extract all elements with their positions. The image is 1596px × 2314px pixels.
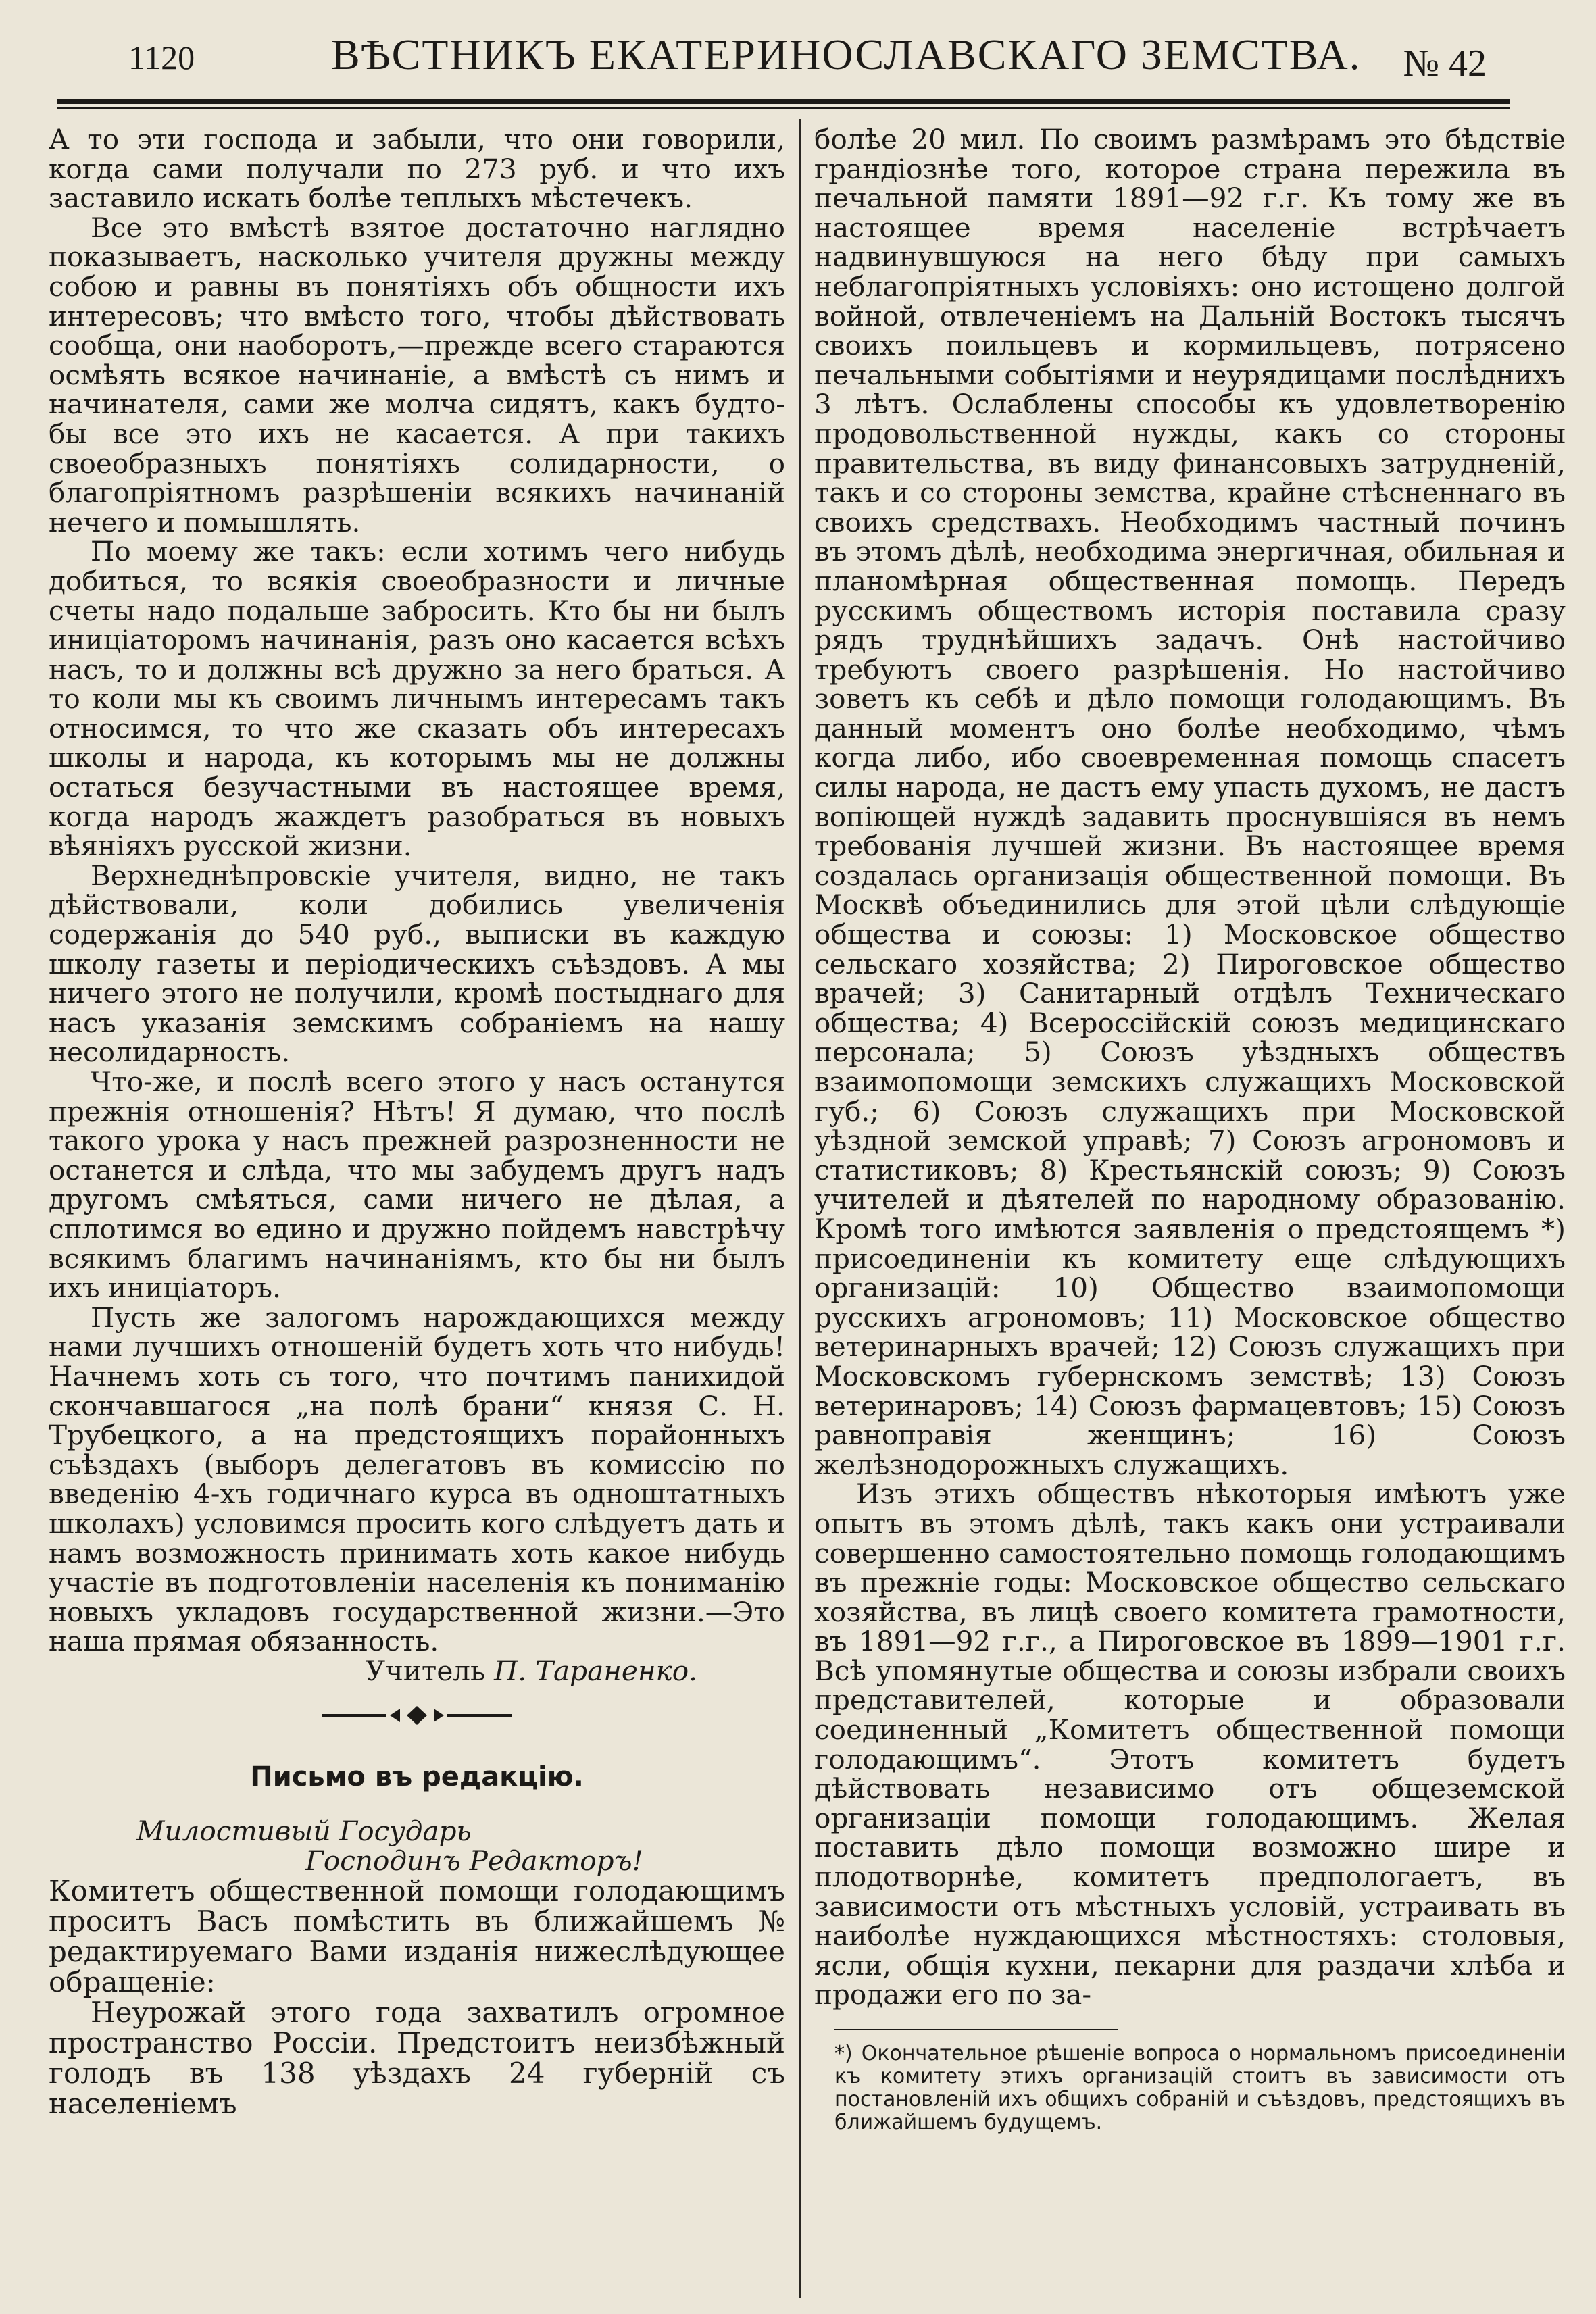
journal-title: ВѢСТНИКЪ ЕКАТЕРИНОСЛАВСКАГО ЗЕМСТВА.	[331, 30, 1362, 78]
salutation-line: Милостивый Государь	[136, 1815, 472, 1848]
letter-paragraph: Комитетъ общественной помощи голодающимъ проситъ Васъ помѣстить въ ближайшемъ № редактируемаго Вами изданія нижеслѣдующее обращеніе:	[49, 1874, 785, 1999]
paragraph: А то эти господа и забыли, что они говорили, когда сами получали по 273 руб. и что ихъ заставило искать болѣе теплыхъ мѣстечекъ.	[49, 123, 785, 215]
column-divider	[799, 119, 801, 2298]
footnote-rule	[834, 2029, 1118, 2030]
ornament-divider	[316, 1702, 518, 1729]
letter-title: Письмо въ редакцію.	[250, 1761, 584, 1793]
signature-prefix: Учитель	[365, 1654, 486, 1687]
right-column	[814, 125, 1566, 2134]
paragraph: Изъ этихъ обществъ нѣкоторыя имѣютъ уже опытъ въ этомъ дѣлѣ, такъ какъ они устраивали совершенно самостоятельно помощь голодающимъ въ прежніе годы: Московское общество сельскаго хозяйства, въ лицѣ своего комитета грамотности, въ 1891—92 г.г., а Пироговское въ 1899—1901 г.г. Всѣ упомянутые общества и союзы избрали своихъ представителей, которые и образовали соединенный „Комитетъ общественной помощи голодающимъ“. Этотъ комитетъ будетъ дѣйствовать независимо отъ общеземской организаціи помощи голодающимъ. Желая поставить дѣло помощи возможно шире и плодотворнѣе, комитетъ предпологаетъ, въ зависимости отъ мѣстныхъ условій, устраивать въ наиболѣе нуждающихся мѣстностяхъ: столовыя, ясли, общія кухни, пекарни для раздачи хлѣба и продажи его по за-	[814, 1478, 1566, 2011]
paragraph: Пусть же залогомъ нарождающихся между нами лучшихъ отношеній будетъ хоть что нибудь! Начнемъ хоть съ того, что почтимъ панихидой скончавшагося „на полѣ брани“ князя С. Н. Трубецкого, а на предстоящихъ порайонныхъ съѣздахъ (выборъ делегатовъ въ комиссію по введенію 4-хъ годичнаго курса въ одноштатныхъ школахъ) условимся просить кого слѣдуетъ дать и намъ возможность принимать хоть какое нибудь участіе въ подготовленіи населенія къ пониманію новыхъ укладовъ государственной жизни.—Это наша прямая обязанность.	[49, 1301, 785, 1658]
letter-paragraph: Неурожай этого года захватилъ огромное пространство Россіи. Предстоитъ неизбѣжный голодъ въ 138 уѣздахъ 24 губерній съ населеніемъ	[49, 1996, 785, 2121]
header-rule-thin	[57, 107, 1510, 109]
page-number: 1120	[128, 39, 195, 76]
header-rule-thick	[57, 99, 1510, 104]
paragraph: Что-же, и послѣ всего этого у насъ останутся прежнія отношенія? Нѣтъ! Я думаю, что послѣ такого урока у насъ прежней разрозненности не останется и слѣда, что мы забудемъ другъ надъ другомъ смѣяться, сами ничего не дѣлая, а сплотимся во едино и дружно пойдемъ навстрѣчу всякимъ благимъ начинаніямъ, кто бы ни былъ ихъ иниціаторъ.	[49, 1065, 785, 1305]
left-column	[49, 125, 785, 2119]
paragraph: Все это вмѣстѣ взятое достаточно наглядно показываетъ, насколько учителя дружны между собою и равны въ понятіяхъ объ общности ихъ интересовъ; что вмѣсто того, чтобы дѣйствовать сообща, они наоборотъ,—прежде всего стараются осмѣять всякое начинаніе, а вмѣстѣ съ нимъ и начинателя, сами же молча сидятъ, какъ будто-бы все это ихъ не касается. А при такихъ своеобразныхъ понятіяхъ солидарности, о благопріятномъ разрѣшеніи всякихъ начинаній нечего и помышлять.	[49, 211, 785, 538]
page-header	[54, 27, 1514, 88]
footnote: *) Окончательное рѣшеніе вопроса о нормальномъ присоединеніи къ комитету этихъ организацій стоитъ въ зависимости отъ постановленій ихъ общихъ собраній и съѣздовъ, предстоящихъ въ ближайшемъ будущемъ.	[834, 2042, 1566, 2134]
paragraph: Верхнеднѣпровскіе учителя, видно, не такъ дѣйствовали, коли добились увеличенія содержанія до 540 руб., выписки въ каждую школу газеты и періодическихъ съѣздовъ. А мы ничего этого не получили, кромѣ постыднаго для насъ указанія земскимъ собраніемъ на нашу несолидарность.	[49, 859, 785, 1069]
salutation-line: Господинъ Редакторъ!	[305, 1844, 643, 1877]
issue-number: № 42	[1403, 43, 1487, 84]
paragraph: болѣе 20 мил. По своимъ размѣрамъ это бѣдствіе грандіознѣе того, которое страна пережила въ печальной памяти 1891—92 г.г. Къ тому же въ настоящее время населеніе встрѣчаетъ надвинувшуюся на него бѣду при самыхъ неблагопріятныхъ условіяхъ: оно истощено долгой войной, отвлеченіемъ на Дальній Востокъ тысячъ своихъ поильцевъ и кормильцевъ, потрясено печальными событіями и неурядицами послѣднихъ 3 лѣтъ. Ослаблены способы къ удовлетворенію продовольственной нужды, какъ со стороны правительства, въ виду финансовыхъ затрудненій, такъ и со стороны земства, крайне стѣсненнаго въ своихъ средствахъ. Необходимъ частный починъ въ этомъ дѣлѣ, необходима энергичная, обильная и планомѣрная общественная помощь. Передъ русскимъ обществомъ исторія поставила сразу рядъ труднѣйшихъ задачъ. Онѣ настойчиво требуютъ своего разрѣшенія. Но настойчиво зоветъ къ себѣ и дѣло помощи голодающимъ. Въ данный моментъ оно болѣе необходимо, чѣмъ когда либо, ибо своевременная помощь спасетъ силы народа, не дастъ ему упасть духомъ, не дастъ вопіющей нуждѣ задавить проснувшіяся въ немъ требованія лучшей жизни. Въ настоящее время создалась организація общественной помощи. Въ Москвѣ объединились для этой цѣли слѣдующіе общества и союзы: 1) Московское общество сельскаго хозяйства; 2) Пироговское общество врачей; 3) Санитарный отдѣлъ Техническаго общества; 4) Всероссійскій союзъ медицинскаго персонала; 5) Союзъ уѣздныхъ обществъ взаимопомощи земскихъ служащихъ Московской губ.; 6) Союзъ служащихъ при Московской уѣздной земской управѣ; 7) Союзъ агрономовъ и статистиковъ; 8) Крестьянскій союзъ; 9) Союзъ учителей и дѣятелей по народному образованію. Кромѣ того имѣются заявленія о предстоящемъ *) присоединеніи къ комитету еще слѣдующихъ организацій: 10) Общество взаимопомощи русскихъ агрономовъ; 11) Московское общество ветеринарныхъ врачей; 12) Союзъ служащихъ при Московскомъ губернскомъ земствѣ; 13) Союзъ ветеринаровъ; 14) Союзъ фармацевтовъ; 15) Союзъ равноправія женщинъ; 16) Союзъ желѣзнодорожныхъ служащихъ.	[814, 123, 1566, 1481]
signature	[49, 1654, 785, 1687]
salutation	[49, 1817, 785, 1876]
signature-name: П. Тараненко.	[493, 1654, 697, 1687]
paragraph: По моему же такъ: если хотимъ чего нибудь добиться, то всякія своеобразности и личные счеты надо подальше забросить. Кто бы ни былъ иниціаторомъ начинанія, разъ оно касается всѣхъ насъ, то и должны всѣ дружно за него браться. А то коли мы къ своимъ личнымъ интересамъ такъ относимся, то что же сказать объ интересахъ школы и народа, къ которымъ мы не должны остаться безучастными въ настоящее время, когда народъ жаждетъ разобраться въ новыхъ вѣяніяхъ русской жизни.	[49, 535, 785, 863]
